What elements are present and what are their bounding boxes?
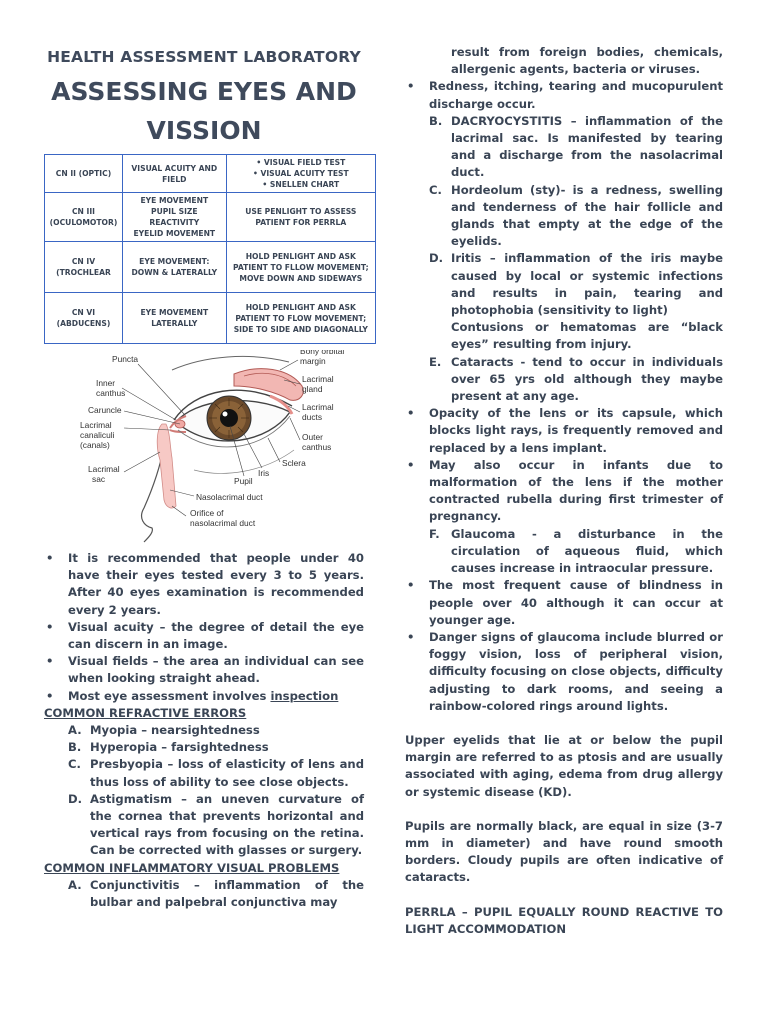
label-bony-orbital: Bony orbital	[300, 350, 345, 356]
list-text: Astigmatism – an uneven curvature of the cornea that prevents horizontal and vertical rays from focusing on the retina. Can be corrected with glasses or surgery.	[90, 791, 364, 858]
inspection-underlined: inspection	[270, 688, 339, 703]
table-cell: CN VI (ABDUCENS)	[45, 293, 123, 344]
list-text: Cataracts - tend to occur in individuals over 65 yrs old although they maybe present at any age.	[451, 354, 723, 404]
list-text: Hyperopia – farsightedness	[90, 740, 269, 755]
list-text: Glaucoma - a disturbance in the circulation of aqueous fluid, which causes increase in intraocular pressure.	[451, 526, 723, 576]
table-cell: EYE MOVEMENT: DOWN & LATERALLY	[122, 242, 226, 293]
table-cell	[226, 155, 375, 193]
title-line-1: ASSESSING EYES AND	[51, 77, 357, 106]
ptosis-paragraph: Upper eyelids that lie at or below the pupil margin are referred to as ptosis and are usually associated with aging, edema from drug allergy or systemic disease (KD).	[405, 732, 723, 799]
label-lacrimal-gland: Lacrimal	[302, 374, 334, 384]
table-cell: EYE MOVEMENT LATERALLY	[122, 293, 226, 344]
list-letter: D.	[68, 791, 83, 806]
label-canaliculi-3: (canals)	[80, 440, 110, 450]
list-item: • May also occur in infants due to malformation of the lens if the mother contracted rubella during first trimester of pregnancy.	[405, 457, 723, 526]
label-lacrimal-ducts-2: ducts	[302, 412, 323, 422]
redness-bullet	[405, 78, 723, 112]
label-bony-orbital-2: margin	[300, 356, 326, 366]
list-text: Myopia – nearsightedness	[90, 723, 260, 738]
inspection-prefix: Most eye assessment involves	[68, 688, 271, 703]
list-item: • Visual fields – the area an individual can see when looking straight ahead.	[44, 653, 364, 687]
list-item: • SNELLEN CHART	[230, 179, 372, 190]
cranial-nerve-table	[44, 154, 376, 344]
perrla-paragraph: PERRLA – PUPIL EQUALLY ROUND REACTIVE TO LIGHT ACCOMMODATION	[405, 904, 723, 936]
table-cell: HOLD PENLIGHT AND ASK PATIENT TO FLLOW MOVEMENT; MOVE DOWN AND SIDEWAYS	[226, 242, 375, 293]
list-text: Hordeolum (sty)- is a redness, swelling and tenderness of the hair follicle and glands that empty at the edge of the eyelids.	[451, 182, 723, 249]
cell-line: EYE MOVEMENT	[140, 196, 209, 205]
list-item	[44, 756, 364, 790]
list-text: Presbyopia – loss of elasticity of lens and thus loss of ability to see close objects.	[90, 757, 364, 789]
table-cell: HOLD PENLIGHT AND ASK PATIENT TO FLOW MOVEMENT; SIDE TO SIDE AND DIAGONALLY	[226, 293, 375, 344]
list-item	[405, 354, 723, 406]
cataract-item	[405, 354, 723, 406]
label-puncta: Puncta	[112, 354, 139, 364]
list-item	[44, 739, 364, 756]
contusions-note: Contusions or hematomas are “black eyes” resulting from injury.	[451, 320, 723, 352]
list-text: Conjunctivitis – inflammation of the bulbar and palpebral conjunctiva may	[90, 877, 364, 910]
list-item	[44, 688, 364, 705]
table-cell: CN II (OPTIC)	[45, 155, 123, 193]
pupils-paragraph: Pupils are normally black, are equal in size (3-7 mm in diameter) and have round smooth borders. Cloudy pupils are often indicative of cataracts.	[405, 818, 723, 885]
cataract-bullets	[405, 405, 723, 525]
list-item: • It is recommended that people under 40 have their eyes tested every 3 to 5 years. After 40 eyes examination is recommended every 2 years.	[44, 550, 364, 619]
label-orifice-2: nasolacrimal duct	[190, 518, 256, 528]
cell-line: PUPIL SIZE	[151, 207, 198, 216]
list-item: • Opacity of the lens or its capsule, which blocks light rays, is frequently removed and replaced by a lens implant.	[405, 405, 723, 457]
table-cell	[122, 193, 226, 242]
inflammatory-list-start	[44, 877, 364, 911]
inflammatory-list-be	[405, 113, 723, 319]
list-item	[44, 877, 364, 911]
lab-subtitle: HEALTH ASSESSMENT LABORATORY	[47, 48, 361, 66]
list-letter: F.	[429, 526, 440, 541]
list-letter: E.	[429, 354, 442, 369]
label-canaliculi: Lacrimal	[80, 420, 112, 430]
table-row	[45, 155, 376, 193]
list-letter: D.	[429, 251, 444, 266]
label-pupil: Pupil	[234, 476, 253, 486]
refractive-heading: COMMON REFRACTIVE ERRORS	[44, 705, 247, 720]
conjunctivitis-continued: result from foreign bodies, chemicals, allergenic agents, bacteria or viruses.	[451, 45, 723, 77]
label-outer-canthus-2: canthus	[302, 442, 332, 452]
list-item: • Redness, itching, tearing and mucopurulent discharge occur.	[405, 78, 723, 112]
list-letter: B.	[68, 740, 82, 755]
title-line-2: VISSION	[146, 116, 262, 145]
list-item: • Visual acuity – the degree of detail the eye can discern in an image.	[44, 619, 364, 653]
list-letter: C.	[429, 182, 442, 197]
list-text: Iritis – inflammation of the iris maybe caused by local or systemic infections and results in pain, tearing and photophobia (sensitivity to light)	[451, 251, 723, 318]
refractive-list	[44, 722, 364, 860]
glaucoma-item	[405, 526, 723, 578]
table-cell: VISUAL ACUITY AND FIELD	[122, 155, 226, 193]
cell-line: EYELID MOVEMENT	[133, 229, 216, 238]
label-caruncle: Caruncle	[88, 405, 122, 415]
right-column	[405, 44, 723, 938]
label-lacrimal-gland-2: gland	[302, 384, 323, 394]
label-inner-canthus-2: canthus	[96, 388, 126, 398]
list-item: • Danger signs of glaucoma include blurred or foggy vision, loss of peripheral vision, difficulty focusing on close objects, difficulty adjusting to dark rooms, and seeing a rainbow-colored rings around lights.	[405, 629, 723, 715]
list-letter: C.	[68, 757, 81, 772]
label-iris: Iris	[258, 468, 270, 478]
table-row	[45, 242, 376, 293]
list-item	[44, 722, 364, 739]
list-item	[405, 526, 723, 578]
list-item: • The most frequent cause of blindness in people over 40 although it can occur at younger age.	[405, 577, 723, 629]
list-item: • VISUAL ACUITY TEST	[230, 168, 372, 179]
list-item	[44, 791, 364, 860]
list-letter: A.	[68, 723, 82, 738]
page-title	[44, 72, 364, 150]
table-row	[45, 293, 376, 344]
label-outer-canthus: Outer	[302, 432, 323, 442]
label-lacrimal-ducts: Lacrimal	[302, 402, 334, 412]
list-item	[405, 182, 723, 251]
table-row	[45, 193, 376, 242]
label-canaliculi-2: canaliculi	[80, 430, 115, 440]
table-cell: CN IV (TROCHLEAR	[45, 242, 123, 293]
label-lacrimal-sac-2: sac	[92, 474, 106, 484]
label-nasolacrimal-duct: Nasolacrimal duct	[196, 492, 263, 502]
list-item: • VISUAL FIELD TEST	[230, 157, 372, 168]
list-item	[405, 113, 723, 182]
table-cell: CN III (OCULOMOTOR)	[45, 193, 123, 242]
label-orifice: Orifice of	[190, 508, 224, 518]
intro-bullets	[44, 550, 364, 705]
cell-line: REACTIVITY	[149, 218, 200, 227]
list-letter: A.	[68, 877, 82, 892]
eye-anatomy-illustration	[44, 350, 374, 544]
table-cell: USE PENLIGHT TO ASSESS PATIENT FOR PERRLA	[226, 193, 375, 242]
left-column	[44, 48, 369, 911]
list-letter: B.	[429, 113, 443, 128]
inflammatory-heading: COMMON INFLAMMATORY VISUAL PROBLEMS	[44, 860, 340, 875]
eye-diagram	[44, 350, 374, 544]
list-text: DACRYOCYSTITIS – inflammation of the lacrimal sac. Is manifested by tearing and a discharge from the nasolacrimal duct.	[451, 113, 723, 180]
glaucoma-bullets	[405, 577, 723, 715]
list-item	[405, 250, 723, 319]
label-inner-canthus: Inner	[96, 378, 116, 388]
label-lacrimal-sac: Lacrimal	[88, 464, 120, 474]
label-sclera: Sclera	[282, 458, 306, 468]
